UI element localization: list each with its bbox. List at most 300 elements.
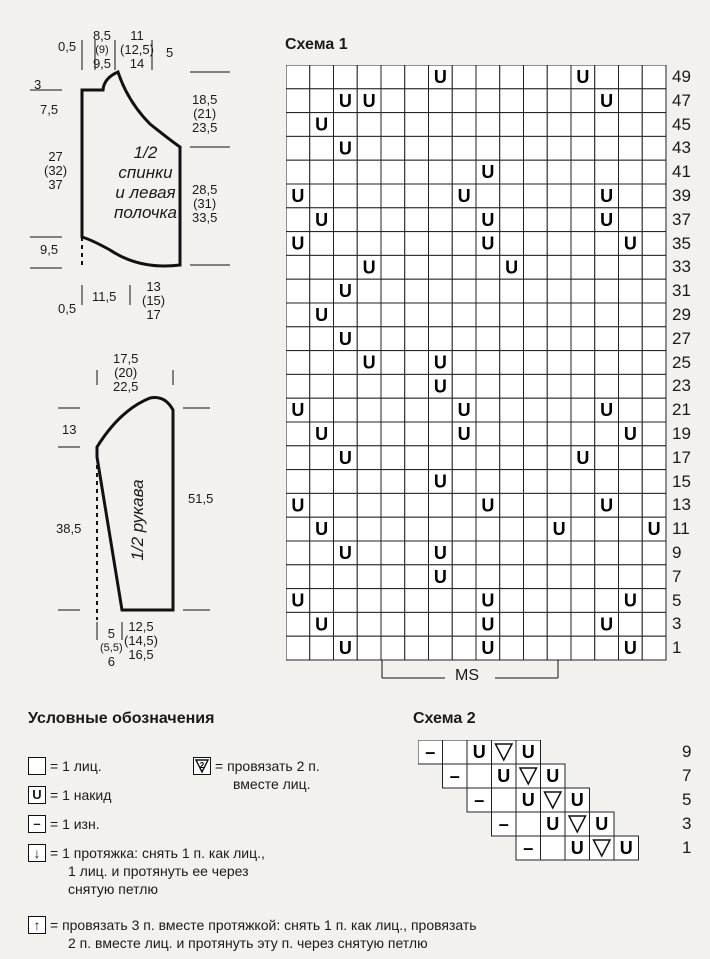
chart-cell (405, 398, 429, 422)
yarn-over-mark: U (623, 233, 637, 254)
chart-cell (405, 470, 429, 494)
chart-cell (642, 470, 666, 494)
scheme1-row-number: 47 (672, 90, 691, 110)
chart-cell (642, 65, 666, 89)
chart-cell (310, 636, 334, 660)
chart-cell (286, 255, 310, 279)
chart-cell (642, 374, 666, 398)
chart-cell (286, 612, 310, 636)
chart-cell (452, 160, 476, 184)
chart-cell (619, 517, 643, 541)
chart-cell (500, 398, 524, 422)
chart-cell (405, 89, 429, 113)
chart-cell (547, 184, 571, 208)
dim-armhole: 18,5 (21) 23,5 (192, 92, 218, 135)
chart-cell (500, 65, 524, 89)
chart-cell (476, 422, 500, 446)
scheme2-title: Схема 2 (413, 710, 476, 727)
chart-cell (547, 279, 571, 303)
chart-cell (595, 422, 619, 446)
chart-cell (405, 208, 429, 232)
yarn-over-mark: U (291, 495, 305, 516)
dim-body-length: 27 (32) 37 (44, 149, 68, 192)
chart-cell (405, 351, 429, 375)
chart-cell (452, 565, 476, 589)
chart-cell (310, 327, 334, 351)
chart-cell (310, 446, 334, 470)
chart-cell (642, 255, 666, 279)
chart-cell (619, 374, 643, 398)
chart-cell (642, 612, 666, 636)
chart-cell (619, 541, 643, 565)
chart-cell (405, 232, 429, 256)
chart-cell (405, 113, 429, 137)
scheme1-row-number: 31 (672, 281, 691, 301)
chart-cell (429, 589, 453, 613)
chart-cell (452, 541, 476, 565)
chart-cell (381, 351, 405, 375)
chart-cell (642, 327, 666, 351)
chart-cell (524, 398, 548, 422)
yarn-over-mark: U (362, 90, 376, 111)
chart-cell (429, 612, 453, 636)
yarn-over-mark: U (472, 742, 486, 762)
chart-cell (476, 517, 500, 541)
chart-cell (334, 517, 358, 541)
chart-cell (452, 255, 476, 279)
chart-cell (476, 65, 500, 89)
chart-cell (357, 113, 381, 137)
scheme1-repeat-label: MS (455, 667, 479, 684)
chart-cell (429, 636, 453, 660)
yarn-over-mark: U (481, 233, 495, 254)
chart-cell (334, 208, 358, 232)
chart-cell (571, 612, 595, 636)
dim-hem: 9,5 (40, 242, 59, 257)
chart-cell (642, 232, 666, 256)
chart-cell (310, 89, 334, 113)
yarn-over-mark: U (457, 186, 471, 206)
knit-symbol (28, 757, 46, 775)
chart-cell (467, 764, 492, 788)
yarn-over-mark: U (457, 400, 471, 421)
scheme1-row-number: 7 (672, 566, 682, 586)
yarn-over-mark: U (338, 281, 352, 302)
yarn-over-mark: U (338, 543, 352, 563)
yarn-over-mark: U (433, 543, 447, 563)
chart-cell (619, 279, 643, 303)
chart-cell (381, 184, 405, 208)
yarn-over-mark: U (457, 424, 471, 444)
chart-cell (642, 113, 666, 137)
chart-cell (452, 446, 476, 470)
chart-cell (452, 136, 476, 160)
chart-cell (476, 541, 500, 565)
chart-cell (452, 279, 476, 303)
chart-cell (452, 612, 476, 636)
chart-cell (429, 136, 453, 160)
chart-cell (381, 160, 405, 184)
chart-cell (619, 255, 643, 279)
yarn-over-mark: U (481, 638, 495, 659)
yarn-over-mark: U (315, 114, 329, 135)
chart-cell (286, 374, 310, 398)
yarn-over-mark: U (315, 209, 329, 230)
chart-cell (642, 89, 666, 113)
chart-cell (429, 327, 453, 351)
scheme2-row-number: 9 (682, 742, 692, 761)
yarn-over-mark: U (576, 67, 590, 87)
dim-side: 28,5 (31) 33,5 (192, 182, 218, 225)
chart-cell (619, 612, 643, 636)
scheme2-grid (418, 740, 678, 862)
yarn-over-mark: U (505, 257, 519, 278)
chart-cell (547, 565, 571, 589)
chart-cell (429, 517, 453, 541)
yarn-over-mark: U (623, 638, 637, 659)
chart-cell (595, 351, 619, 375)
chart-cell (642, 493, 666, 517)
dim-bottom-05: 0,5 (58, 301, 77, 316)
dim-neck-depth: 3 (34, 77, 42, 92)
yarn-over-mark: U (291, 400, 305, 421)
yarn-over-mark: U (600, 186, 614, 206)
chart-cell (547, 351, 571, 375)
yarn-over-mark: U (338, 138, 352, 159)
chart-cell (452, 208, 476, 232)
chart-cell (500, 303, 524, 327)
chart-cell (500, 279, 524, 303)
chart-cell (547, 612, 571, 636)
legend-k2tog: = провязать 2 п. вместе лиц. (215, 758, 320, 792)
scheme1-row-number: 49 (672, 67, 691, 86)
chart-cell (595, 136, 619, 160)
chart-cell (286, 65, 310, 89)
chart-cell (310, 470, 334, 494)
legend-knit: = 1 лиц. (50, 758, 102, 774)
chart-cell (429, 446, 453, 470)
chart-cell (642, 160, 666, 184)
chart-cell (381, 612, 405, 636)
scheme1-row-number: 15 (672, 471, 691, 491)
scheme1-row-number: 41 (672, 162, 691, 182)
chart-cell (286, 327, 310, 351)
chart-cell (310, 351, 334, 375)
chart-cell (547, 255, 571, 279)
chart-cell (524, 422, 548, 446)
chart-cell (405, 446, 429, 470)
chart-cell (524, 89, 548, 113)
chart-cell (500, 541, 524, 565)
dim-sleeve-length: 38,5 (56, 521, 82, 536)
chart-cell (524, 136, 548, 160)
chart-cell (547, 398, 571, 422)
chart-cell (452, 636, 476, 660)
chart-cell (452, 351, 476, 375)
chart-cell (595, 160, 619, 184)
yarn-over-mark: U (433, 376, 447, 397)
chart-cell (357, 279, 381, 303)
chart-cell (357, 470, 381, 494)
chart-cell (357, 374, 381, 398)
chart-cell (429, 184, 453, 208)
chart-cell (571, 422, 595, 446)
scheme1-row-number: 45 (672, 114, 691, 134)
chart-cell (476, 184, 500, 208)
chart-cell (595, 541, 619, 565)
chart-cell (476, 113, 500, 137)
chart-cell (642, 303, 666, 327)
chart-cell (571, 89, 595, 113)
chart-cell (286, 160, 310, 184)
chart-cell (452, 327, 476, 351)
chart-cell (310, 65, 334, 89)
chart-cell (595, 446, 619, 470)
chart-cell (357, 541, 381, 565)
chart-cell (381, 113, 405, 137)
chart-cell (595, 517, 619, 541)
scheme2-row-number: 5 (682, 790, 692, 809)
k2tog-symbol (193, 757, 211, 775)
chart-cell (571, 589, 595, 613)
yarn-over-mark: U (315, 305, 329, 325)
chart-cell (357, 565, 381, 589)
chart-cell (286, 446, 310, 470)
chart-cell (310, 232, 334, 256)
chart-cell (334, 589, 358, 613)
chart-cell (500, 612, 524, 636)
chart-cell (405, 255, 429, 279)
chart-cell (619, 303, 643, 327)
chart-cell (571, 113, 595, 137)
chart-cell (405, 422, 429, 446)
chart-cell (500, 136, 524, 160)
chart-cell (619, 351, 643, 375)
chart-cell (571, 398, 595, 422)
chart-cell (524, 208, 548, 232)
chart-cell (286, 517, 310, 541)
chart-cell (381, 255, 405, 279)
scheme1-row-number: 25 (672, 352, 691, 372)
chart-cell (500, 493, 524, 517)
yarn-over-mark: U (600, 495, 614, 516)
chart-cell (357, 398, 381, 422)
scheme1-row-number: 9 (672, 543, 682, 562)
yarn-over-mark: U (315, 424, 329, 444)
chart-cell (500, 89, 524, 113)
chart-cell (547, 232, 571, 256)
yarn-over-mark: U (291, 233, 305, 254)
chart-cell (571, 255, 595, 279)
chart-cell (452, 89, 476, 113)
yarn-over-mark: U (338, 328, 352, 349)
scheme1-row-number: 19 (672, 424, 691, 443)
chart-cell (429, 422, 453, 446)
chart-cell (357, 184, 381, 208)
chart-cell (334, 493, 358, 517)
chart-cell (571, 517, 595, 541)
chart-cell (357, 327, 381, 351)
chart-cell (357, 493, 381, 517)
chart-cell (595, 636, 619, 660)
chart-cell (381, 517, 405, 541)
chart-cell (571, 160, 595, 184)
chart-cell (452, 493, 476, 517)
chart-cell (405, 327, 429, 351)
chart-cell (476, 303, 500, 327)
chart-cell (429, 160, 453, 184)
chart-cell (524, 113, 548, 137)
scheme1-row-number: 27 (672, 328, 691, 348)
chart-cell (642, 279, 666, 303)
chart-cell (524, 636, 548, 660)
chart-cell (547, 589, 571, 613)
chart-cell (547, 113, 571, 137)
chart-cell (547, 422, 571, 446)
chart-cell (524, 517, 548, 541)
chart-cell (492, 788, 517, 812)
scheme1-row-number: 3 (672, 614, 682, 634)
scheme1-row-number: 5 (672, 590, 682, 610)
chart-cell (334, 232, 358, 256)
chart-cell (310, 184, 334, 208)
chart-cell (642, 351, 666, 375)
chart-cell (476, 255, 500, 279)
chart-cell (524, 351, 548, 375)
chart-cell (571, 327, 595, 351)
dim-neck-width: 8,5 (9) 9,5 (92, 28, 112, 71)
purl-mark: – (425, 742, 436, 762)
chart-cell (595, 255, 619, 279)
chart-cell (381, 65, 405, 89)
chart-cell (571, 351, 595, 375)
chart-cell (286, 113, 310, 137)
chart-cell (524, 446, 548, 470)
chart-cell (642, 446, 666, 470)
chart-cell (334, 398, 358, 422)
chart-cell (595, 279, 619, 303)
chart-cell (500, 184, 524, 208)
dim-sleeve-cap-height: 13 (62, 422, 77, 437)
yarn-over-mark: U (315, 614, 329, 635)
chart-cell (452, 374, 476, 398)
chart-cell (524, 612, 548, 636)
chart-cell (619, 113, 643, 137)
sleeve-piece-label: 1/2 рукава (128, 479, 147, 561)
chart-cell (310, 589, 334, 613)
yarn-over-mark: U (546, 766, 560, 786)
chart-cell (476, 565, 500, 589)
chart-cell (381, 303, 405, 327)
chart-cell (619, 398, 643, 422)
chart-cell (310, 565, 334, 589)
chart-cell (381, 636, 405, 660)
chart-cell (500, 232, 524, 256)
yarn-over-mark: U (338, 90, 352, 111)
chart-cell (334, 113, 358, 137)
chart-cell (524, 255, 548, 279)
chart-cell (405, 612, 429, 636)
chart-cell (452, 65, 476, 89)
chart-cell (571, 208, 595, 232)
chart-cell (286, 279, 310, 303)
chart-cell (381, 589, 405, 613)
chart-cell (381, 232, 405, 256)
yarn-over-mark: U (623, 590, 637, 611)
chart-cell (381, 327, 405, 351)
chart-cell (595, 113, 619, 137)
chart-cell (500, 351, 524, 375)
chart-cell (334, 612, 358, 636)
chart-cell (310, 374, 334, 398)
chart-cell (619, 208, 643, 232)
chart-cell (476, 327, 500, 351)
chart-cell (357, 208, 381, 232)
chart-cell (334, 255, 358, 279)
chart-cell (571, 279, 595, 303)
dim-cuff-offset: 5 (5,5) 6 (100, 626, 123, 669)
scheme1-row-number: 11 (672, 519, 690, 539)
chart-cell (642, 636, 666, 660)
yarn-over-mark: U (619, 838, 633, 858)
chart-cell (524, 303, 548, 327)
yarn-over-mark: U (600, 614, 614, 635)
cdd-symbol: ↑ (28, 916, 46, 934)
chart-cell (619, 89, 643, 113)
chart-cell (286, 636, 310, 660)
legend-purl: = 1 изн. (50, 816, 100, 832)
chart-cell (381, 470, 405, 494)
chart-cell (429, 208, 453, 232)
chart-cell (547, 89, 571, 113)
chart-cell (642, 136, 666, 160)
yarn-over-mark: U (315, 519, 329, 540)
yarn-over-mark: U (362, 352, 376, 373)
yarn-over-mark: U (433, 67, 447, 87)
chart-cell (286, 89, 310, 113)
chart-cell (405, 565, 429, 589)
chart-cell (476, 398, 500, 422)
chart-cell (452, 470, 476, 494)
chart-cell (524, 160, 548, 184)
chart-cell (524, 589, 548, 613)
dim-sleeve-total: 51,5 (188, 491, 214, 506)
chart-cell (500, 636, 524, 660)
yarn-over-mark: U (570, 790, 584, 810)
yarn-over-mark: U (623, 424, 637, 444)
yarn-over-mark: U (497, 766, 511, 786)
purl-mark: – (449, 766, 460, 786)
chart-cell (524, 374, 548, 398)
chart-cell (286, 541, 310, 565)
chart-cell (595, 65, 619, 89)
chart-cell (286, 208, 310, 232)
chart-cell (405, 279, 429, 303)
chart-cell (500, 327, 524, 351)
chart-cell (619, 65, 643, 89)
chart-cell (619, 470, 643, 494)
chart-cell (429, 232, 453, 256)
yarn-over-mark: U (291, 590, 305, 611)
ssk-symbol: ↓ (28, 844, 46, 862)
chart-cell (286, 303, 310, 327)
dim-shoulder-width: 11 (12,5) 14 (120, 28, 154, 71)
chart-cell (500, 589, 524, 613)
chart-cell (310, 541, 334, 565)
dim-bottom-115: 11,5 (92, 289, 117, 304)
scheme1-grid (286, 65, 668, 661)
chart-cell (429, 303, 453, 327)
